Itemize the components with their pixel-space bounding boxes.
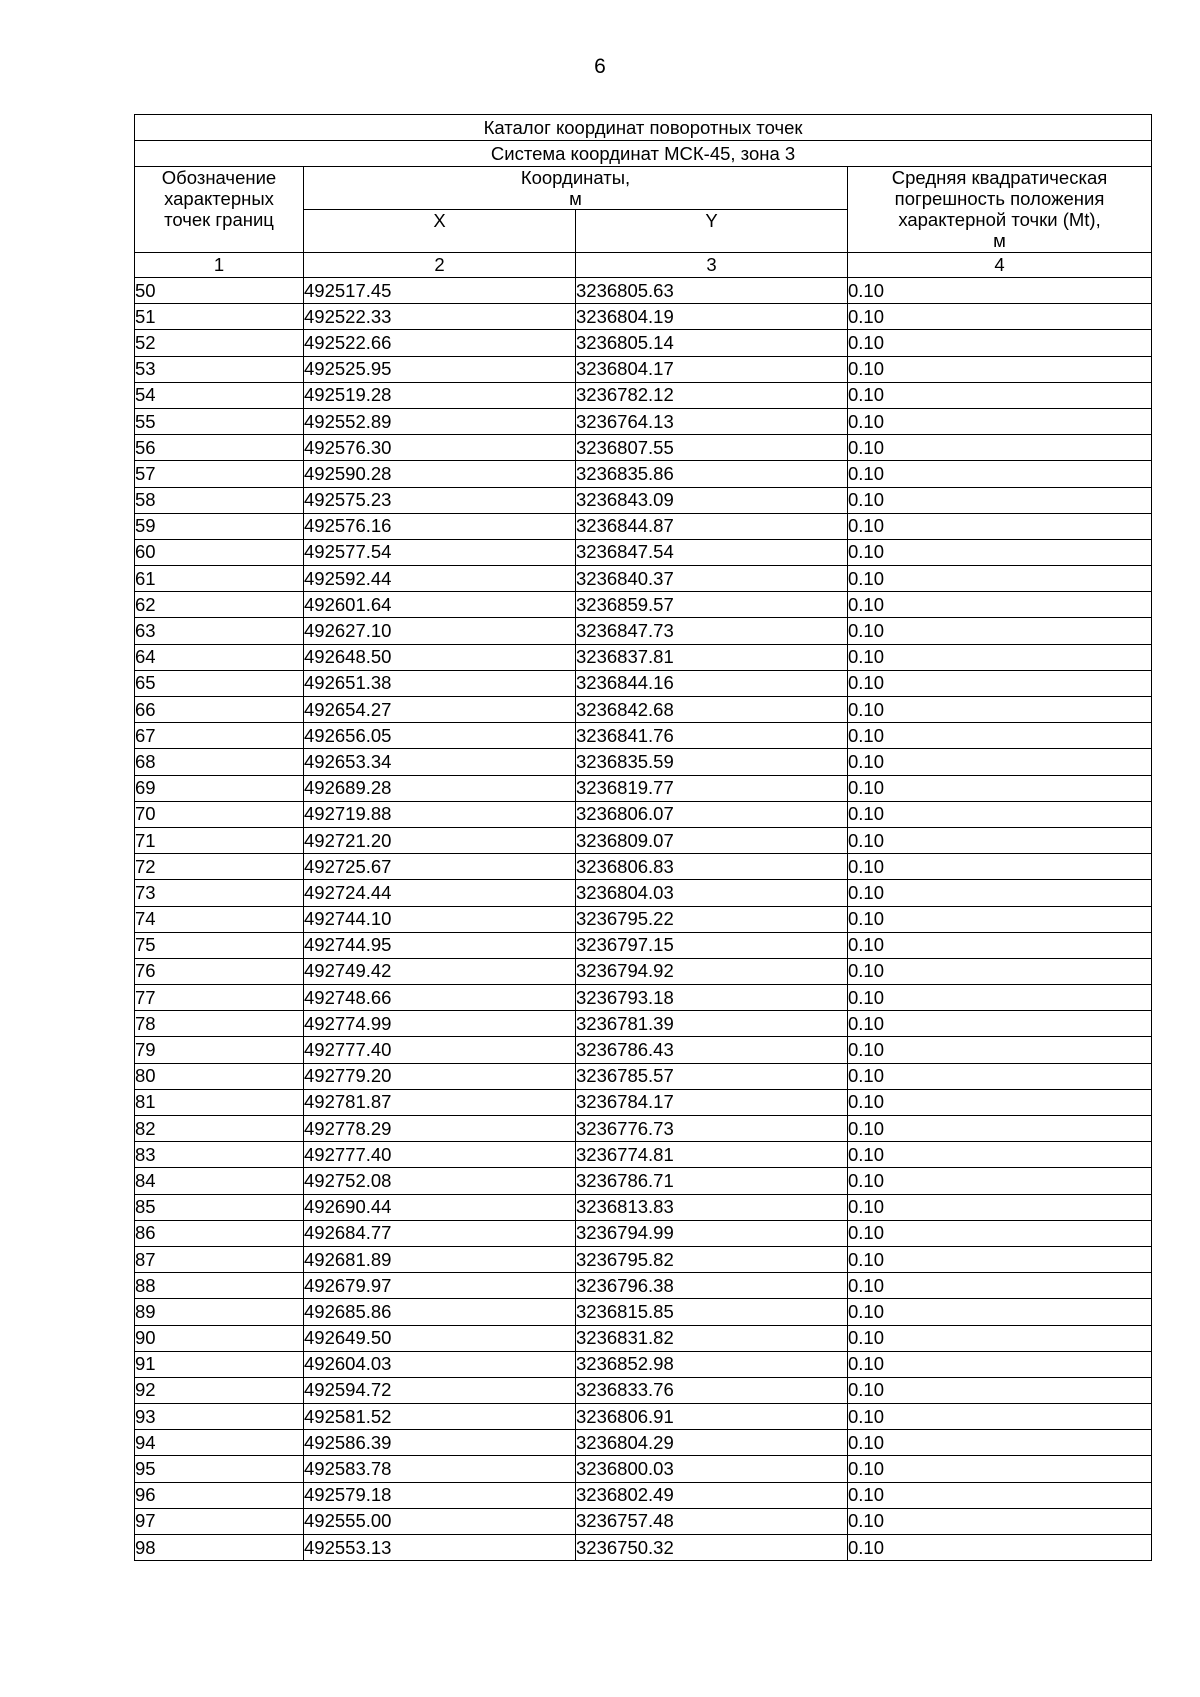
cell-y: 3236859.57 [576, 592, 848, 618]
table-row [135, 1194, 1152, 1220]
cell-point: 71 [135, 827, 304, 853]
column-number: 1 [135, 253, 304, 278]
cell-error: 0.10 [848, 1404, 1152, 1430]
column-number: 2 [304, 253, 576, 278]
cell-error: 0.10 [848, 985, 1152, 1011]
cell-point: 67 [135, 723, 304, 749]
cell-y: 3236843.09 [576, 487, 848, 513]
cell-y: 3236796.38 [576, 1273, 848, 1299]
cell-error: 0.10 [848, 461, 1152, 487]
cell-point: 88 [135, 1273, 304, 1299]
cell-point: 83 [135, 1142, 304, 1168]
cell-point: 68 [135, 749, 304, 775]
cell-error: 0.10 [848, 1116, 1152, 1142]
cell-point: 95 [135, 1456, 304, 1482]
cell-point: 72 [135, 854, 304, 880]
cell-x: 492777.40 [304, 1037, 576, 1063]
cell-x: 492522.66 [304, 330, 576, 356]
cell-x: 492581.52 [304, 1404, 576, 1430]
table-row [135, 566, 1152, 592]
cell-y: 3236764.13 [576, 408, 848, 434]
column-numbers-row [135, 253, 1152, 278]
cell-y: 3236840.37 [576, 566, 848, 592]
cell-x: 492522.33 [304, 304, 576, 330]
cell-x: 492721.20 [304, 827, 576, 853]
table-row [135, 906, 1152, 932]
cell-point: 65 [135, 670, 304, 696]
cell-error: 0.10 [848, 278, 1152, 304]
cell-y: 3236842.68 [576, 697, 848, 723]
cell-y: 3236804.19 [576, 304, 848, 330]
cell-x: 492555.00 [304, 1508, 576, 1534]
cell-x: 492681.89 [304, 1246, 576, 1272]
cell-error: 0.10 [848, 775, 1152, 801]
cell-x: 492577.54 [304, 539, 576, 565]
cell-error: 0.10 [848, 566, 1152, 592]
cell-error: 0.10 [848, 1246, 1152, 1272]
table-row [135, 304, 1152, 330]
cell-x: 492684.77 [304, 1220, 576, 1246]
table-row [135, 330, 1152, 356]
cell-y: 3236795.82 [576, 1246, 848, 1272]
cell-point: 50 [135, 278, 304, 304]
table-row [135, 1535, 1152, 1561]
cell-point: 89 [135, 1299, 304, 1325]
cell-y: 3236837.81 [576, 644, 848, 670]
cell-x: 492744.95 [304, 932, 576, 958]
cell-point: 70 [135, 801, 304, 827]
cell-point: 55 [135, 408, 304, 434]
table-title: Каталог координат поворотных точек [135, 115, 1152, 141]
cell-error: 0.10 [848, 592, 1152, 618]
cell-y: 3236795.22 [576, 906, 848, 932]
cell-error: 0.10 [848, 1482, 1152, 1508]
cell-x: 492690.44 [304, 1194, 576, 1220]
cell-error: 0.10 [848, 1456, 1152, 1482]
cell-y: 3236813.83 [576, 1194, 848, 1220]
cell-point: 80 [135, 1063, 304, 1089]
cell-error: 0.10 [848, 435, 1152, 461]
cell-point: 51 [135, 304, 304, 330]
cell-y: 3236806.83 [576, 854, 848, 880]
cell-error: 0.10 [848, 880, 1152, 906]
cell-y: 3236794.92 [576, 958, 848, 984]
cell-y: 3236805.63 [576, 278, 848, 304]
cell-y: 3236847.73 [576, 618, 848, 644]
cell-error: 0.10 [848, 513, 1152, 539]
cell-y: 3236784.17 [576, 1089, 848, 1115]
cell-y: 3236794.99 [576, 1220, 848, 1246]
table-row [135, 854, 1152, 880]
cell-error: 0.10 [848, 1089, 1152, 1115]
cell-y: 3236800.03 [576, 1456, 848, 1482]
cell-error: 0.10 [848, 1535, 1152, 1561]
cell-error: 0.10 [848, 618, 1152, 644]
cell-error: 0.10 [848, 382, 1152, 408]
page-number: 6 [594, 55, 606, 78]
cell-error: 0.10 [848, 1273, 1152, 1299]
cell-x: 492654.27 [304, 697, 576, 723]
cell-y: 3236797.15 [576, 932, 848, 958]
cell-point: 78 [135, 1011, 304, 1037]
cell-error: 0.10 [848, 827, 1152, 853]
cell-y: 3236806.07 [576, 801, 848, 827]
cell-error: 0.10 [848, 644, 1152, 670]
cell-y: 3236757.48 [576, 1508, 848, 1534]
cell-y: 3236782.12 [576, 382, 848, 408]
table-row [135, 775, 1152, 801]
table-row [135, 1220, 1152, 1246]
cell-point: 77 [135, 985, 304, 1011]
cell-point: 56 [135, 435, 304, 461]
cell-point: 66 [135, 697, 304, 723]
cell-point: 52 [135, 330, 304, 356]
cell-error: 0.10 [848, 356, 1152, 382]
table-row [135, 1404, 1152, 1430]
cell-y: 3236774.81 [576, 1142, 848, 1168]
cell-x: 492553.13 [304, 1535, 576, 1561]
cell-x: 492719.88 [304, 801, 576, 827]
cell-error: 0.10 [848, 408, 1152, 434]
header-point: Обозначение характерных точек границ [135, 167, 304, 253]
cell-error: 0.10 [848, 539, 1152, 565]
table-row [135, 1299, 1152, 1325]
table-row [135, 1325, 1152, 1351]
cell-x: 492777.40 [304, 1142, 576, 1168]
cell-error: 0.10 [848, 749, 1152, 775]
table-row [135, 1456, 1152, 1482]
cell-point: 92 [135, 1377, 304, 1403]
cell-y: 3236781.39 [576, 1011, 848, 1037]
cell-x: 492774.99 [304, 1011, 576, 1037]
table-row [135, 513, 1152, 539]
cell-y: 3236786.71 [576, 1168, 848, 1194]
cell-point: 85 [135, 1194, 304, 1220]
coordinates-table [134, 114, 1152, 1561]
cell-error: 0.10 [848, 1037, 1152, 1063]
cell-y: 3236776.73 [576, 1116, 848, 1142]
cell-x: 492781.87 [304, 1089, 576, 1115]
cell-error: 0.10 [848, 854, 1152, 880]
cell-error: 0.10 [848, 304, 1152, 330]
header-error-label: Средняя квадратическая погрешность положения характерной точки (Mt), [891, 167, 1108, 230]
cell-point: 54 [135, 382, 304, 408]
cell-x: 492648.50 [304, 644, 576, 670]
cell-point: 58 [135, 487, 304, 513]
cell-point: 84 [135, 1168, 304, 1194]
table-row [135, 880, 1152, 906]
header-x: X [304, 210, 576, 253]
cell-y: 3236841.76 [576, 723, 848, 749]
cell-y: 3236802.49 [576, 1482, 848, 1508]
cell-error: 0.10 [848, 1508, 1152, 1534]
table-row [135, 697, 1152, 723]
cell-point: 75 [135, 932, 304, 958]
table-row [135, 1508, 1152, 1534]
table-row [135, 1011, 1152, 1037]
cell-x: 492649.50 [304, 1325, 576, 1351]
cell-x: 492689.28 [304, 775, 576, 801]
cell-x: 492575.23 [304, 487, 576, 513]
cell-error: 0.10 [848, 932, 1152, 958]
cell-x: 492604.03 [304, 1351, 576, 1377]
cell-x: 492576.30 [304, 435, 576, 461]
cell-point: 76 [135, 958, 304, 984]
cell-error: 0.10 [848, 1168, 1152, 1194]
cell-error: 0.10 [848, 1377, 1152, 1403]
cell-y: 3236804.17 [576, 356, 848, 382]
cell-error: 0.10 [848, 1194, 1152, 1220]
cell-error: 0.10 [848, 697, 1152, 723]
cell-y: 3236807.55 [576, 435, 848, 461]
table-row [135, 461, 1152, 487]
cell-error: 0.10 [848, 487, 1152, 513]
table-row [135, 1089, 1152, 1115]
header-y: Y [576, 210, 848, 253]
cell-point: 87 [135, 1246, 304, 1272]
cell-error: 0.10 [848, 670, 1152, 696]
cell-point: 91 [135, 1351, 304, 1377]
cell-y: 3236785.57 [576, 1063, 848, 1089]
table-row [135, 1246, 1152, 1272]
table-row [135, 1037, 1152, 1063]
header-coordinates-label: Координаты, [520, 167, 631, 188]
cell-point: 94 [135, 1430, 304, 1456]
cell-y: 3236819.77 [576, 775, 848, 801]
cell-y: 3236835.59 [576, 749, 848, 775]
cell-x: 492779.20 [304, 1063, 576, 1089]
cell-point: 74 [135, 906, 304, 932]
cell-x: 492656.05 [304, 723, 576, 749]
column-number: 4 [848, 253, 1152, 278]
cell-point: 82 [135, 1116, 304, 1142]
cell-error: 0.10 [848, 801, 1152, 827]
table-row [135, 1116, 1152, 1142]
cell-error: 0.10 [848, 1011, 1152, 1037]
table-row [135, 1168, 1152, 1194]
cell-error: 0.10 [848, 1325, 1152, 1351]
cell-point: 61 [135, 566, 304, 592]
header-coordinates-unit: м [569, 188, 582, 209]
header-error-unit: м [993, 230, 1006, 251]
table-row [135, 1377, 1152, 1403]
cell-y: 3236806.91 [576, 1404, 848, 1430]
cell-point: 79 [135, 1037, 304, 1063]
cell-point: 69 [135, 775, 304, 801]
cell-x: 492576.16 [304, 513, 576, 539]
cell-y: 3236750.32 [576, 1535, 848, 1561]
cell-y: 3236835.86 [576, 461, 848, 487]
table-row [135, 827, 1152, 853]
table-row [135, 618, 1152, 644]
table-row [135, 670, 1152, 696]
table-row [135, 1482, 1152, 1508]
cell-error: 0.10 [848, 906, 1152, 932]
cell-x: 492724.44 [304, 880, 576, 906]
cell-x: 492601.64 [304, 592, 576, 618]
cell-error: 0.10 [848, 1063, 1152, 1089]
table-row [135, 1142, 1152, 1168]
cell-x: 492552.89 [304, 408, 576, 434]
cell-x: 492725.67 [304, 854, 576, 880]
table-subtitle: Система координат МСК-45, зона 3 [135, 141, 1152, 167]
cell-y: 3236805.14 [576, 330, 848, 356]
table-row [135, 985, 1152, 1011]
cell-point: 73 [135, 880, 304, 906]
cell-error: 0.10 [848, 723, 1152, 749]
table-row [135, 487, 1152, 513]
cell-point: 90 [135, 1325, 304, 1351]
cell-y: 3236847.54 [576, 539, 848, 565]
cell-x: 492517.45 [304, 278, 576, 304]
table-row [135, 382, 1152, 408]
cell-y: 3236844.16 [576, 670, 848, 696]
cell-x: 492525.95 [304, 356, 576, 382]
cell-point: 98 [135, 1535, 304, 1561]
table-row [135, 278, 1152, 304]
cell-x: 492594.72 [304, 1377, 576, 1403]
cell-point: 86 [135, 1220, 304, 1246]
cell-x: 492579.18 [304, 1482, 576, 1508]
table-row [135, 539, 1152, 565]
cell-point: 60 [135, 539, 304, 565]
cell-point: 53 [135, 356, 304, 382]
cell-point: 63 [135, 618, 304, 644]
table-row [135, 1351, 1152, 1377]
table-row [135, 958, 1152, 984]
cell-y: 3236804.29 [576, 1430, 848, 1456]
cell-y: 3236844.87 [576, 513, 848, 539]
cell-x: 492749.42 [304, 958, 576, 984]
table-row [135, 435, 1152, 461]
cell-error: 0.10 [848, 1220, 1152, 1246]
cell-x: 492653.34 [304, 749, 576, 775]
table-row [135, 1273, 1152, 1299]
cell-y: 3236793.18 [576, 985, 848, 1011]
cell-point: 96 [135, 1482, 304, 1508]
cell-point: 59 [135, 513, 304, 539]
cell-x: 492592.44 [304, 566, 576, 592]
cell-point: 97 [135, 1508, 304, 1534]
cell-x: 492627.10 [304, 618, 576, 644]
cell-y: 3236809.07 [576, 827, 848, 853]
table-row [135, 749, 1152, 775]
table-row [135, 1063, 1152, 1089]
table-row [135, 408, 1152, 434]
cell-point: 93 [135, 1404, 304, 1430]
column-number: 3 [576, 253, 848, 278]
cell-x: 492778.29 [304, 1116, 576, 1142]
cell-error: 0.10 [848, 330, 1152, 356]
cell-x: 492590.28 [304, 461, 576, 487]
cell-point: 57 [135, 461, 304, 487]
header-error [848, 167, 1152, 253]
cell-y: 3236833.76 [576, 1377, 848, 1403]
cell-error: 0.10 [848, 1430, 1152, 1456]
cell-y: 3236815.85 [576, 1299, 848, 1325]
cell-point: 81 [135, 1089, 304, 1115]
cell-x: 492748.66 [304, 985, 576, 1011]
cell-point: 62 [135, 592, 304, 618]
cell-y: 3236831.82 [576, 1325, 848, 1351]
table-row [135, 1430, 1152, 1456]
cell-point: 64 [135, 644, 304, 670]
cell-error: 0.10 [848, 958, 1152, 984]
cell-x: 492744.10 [304, 906, 576, 932]
cell-x: 492651.38 [304, 670, 576, 696]
table-row [135, 723, 1152, 749]
table-row [135, 932, 1152, 958]
cell-error: 0.10 [848, 1351, 1152, 1377]
cell-y: 3236786.43 [576, 1037, 848, 1063]
cell-error: 0.10 [848, 1299, 1152, 1325]
table-row [135, 356, 1152, 382]
cell-x: 492752.08 [304, 1168, 576, 1194]
cell-x: 492679.97 [304, 1273, 576, 1299]
cell-x: 492519.28 [304, 382, 576, 408]
cell-error: 0.10 [848, 1142, 1152, 1168]
cell-x: 492586.39 [304, 1430, 576, 1456]
header-coordinates [304, 167, 848, 210]
table-row [135, 801, 1152, 827]
table-row [135, 592, 1152, 618]
cell-y: 3236804.03 [576, 880, 848, 906]
cell-x: 492583.78 [304, 1456, 576, 1482]
cell-x: 492685.86 [304, 1299, 576, 1325]
cell-y: 3236852.98 [576, 1351, 848, 1377]
table-row [135, 644, 1152, 670]
